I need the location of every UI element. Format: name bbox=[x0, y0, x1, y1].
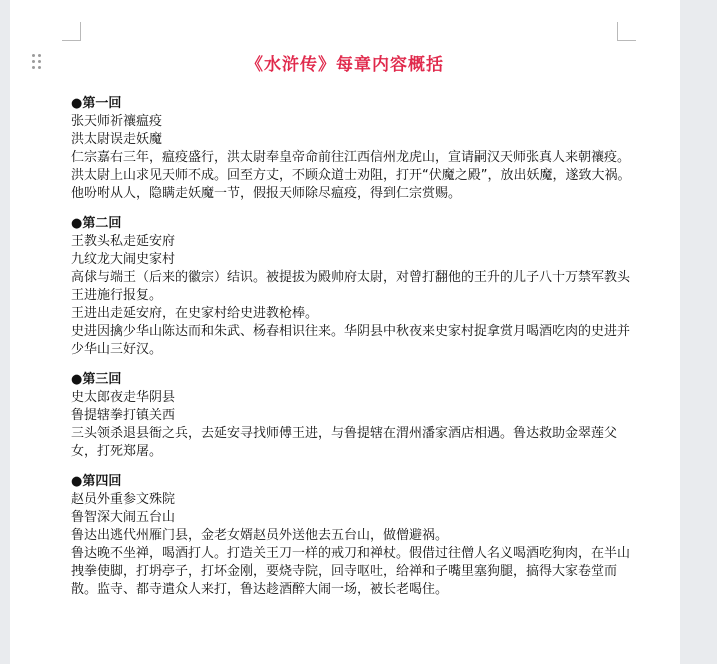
chapter-4 bbox=[71, 473, 631, 599]
chapter-line: 张天师祈禳瘟疫 bbox=[71, 114, 163, 129]
chapter-heading: ●第二回 bbox=[71, 216, 122, 231]
page-corner-mark-top-left bbox=[62, 22, 81, 41]
chapter-line: 鲁提辖拳打镇关西 bbox=[71, 408, 176, 423]
chapter-heading: ●第三回 bbox=[71, 372, 122, 387]
chapter-heading: ●第一回 bbox=[71, 96, 122, 111]
chapter-line: 赵员外重参文殊院 bbox=[71, 492, 176, 507]
chapter-line: 高俅与端王（后来的徽宗）结识。被提拔为殿帅府太尉，对曾打翻他的王升的儿子八十万禁军教头王进施行报复。 bbox=[71, 270, 631, 303]
chapter-line: 九纹龙大闹史家村 bbox=[71, 252, 176, 267]
page-corner-mark-top-right bbox=[617, 22, 636, 41]
chapter-3 bbox=[71, 371, 631, 461]
chapter-line: 王教头私走延安府 bbox=[71, 234, 176, 249]
chapter-line: 鲁智深大闹五台山 bbox=[71, 510, 176, 525]
side-scroll-area[interactable] bbox=[680, 0, 717, 664]
chapter-line: 洪太尉误走妖魔 bbox=[71, 132, 163, 147]
chapter-heading: ●第四回 bbox=[71, 474, 122, 489]
chapter-line: 鲁达晚不坐禅，喝酒打人。打造关王刀一样的戒刀和禅杖。假借过往僧人名义喝酒吃狗肉，在半山拽拳使脚，打坍亭子，打坏金刚，要烧寺院，回寺呕吐，给禅和子嘴里塞狗腿，搞得大家卷堂而散。监寺、都寺遣众人来打，鲁达趁酒醉大闹一场，被长老喝住。 bbox=[71, 546, 631, 597]
chapter-line: 洪太尉上山求见天师不成。回至方丈，不顾众道士劝阻，打开“伏魔之殿”，放出妖魔，遂致大祸。他吩咐从人，隐瞒走妖魔一节，假报天师除尽瘟疫，得到仁宗赏赐。 bbox=[71, 168, 631, 201]
document-body bbox=[71, 95, 631, 611]
chapter-line: 三头领杀退县衙之兵，去延安寻找师傅王进，与鲁提辖在渭州潘家酒店相遇。鲁达救助金翠莲父女，打死郑屠。 bbox=[71, 426, 618, 459]
chapter-1 bbox=[71, 95, 631, 203]
chapter-line: 史进因擒少华山陈达而和朱武、杨春相识往来。华阴县中秋夜来史家村捉拿赏月喝酒吃肉的史进并少华山三好汉。 bbox=[71, 324, 631, 357]
chapter-line: 王进出走延安府，在史家村给史进教枪棒。 bbox=[71, 306, 319, 321]
chapter-line: 鲁达出逃代州雁门县，金老女婿赵员外送他去五台山，做僧避祸。 bbox=[71, 528, 449, 543]
document-title: 《水浒传》每章内容概括 bbox=[246, 55, 444, 75]
document-page bbox=[10, 0, 680, 664]
chapter-line: 仁宗嘉右三年，瘟疫盛行，洪太尉奉皇帝命前往江西信州龙虎山，宣请嗣汉天师张真人来朝禳疫。 bbox=[71, 150, 631, 165]
chapter-2 bbox=[71, 215, 631, 359]
chapter-line: 史太郎夜走华阴县 bbox=[71, 390, 176, 405]
